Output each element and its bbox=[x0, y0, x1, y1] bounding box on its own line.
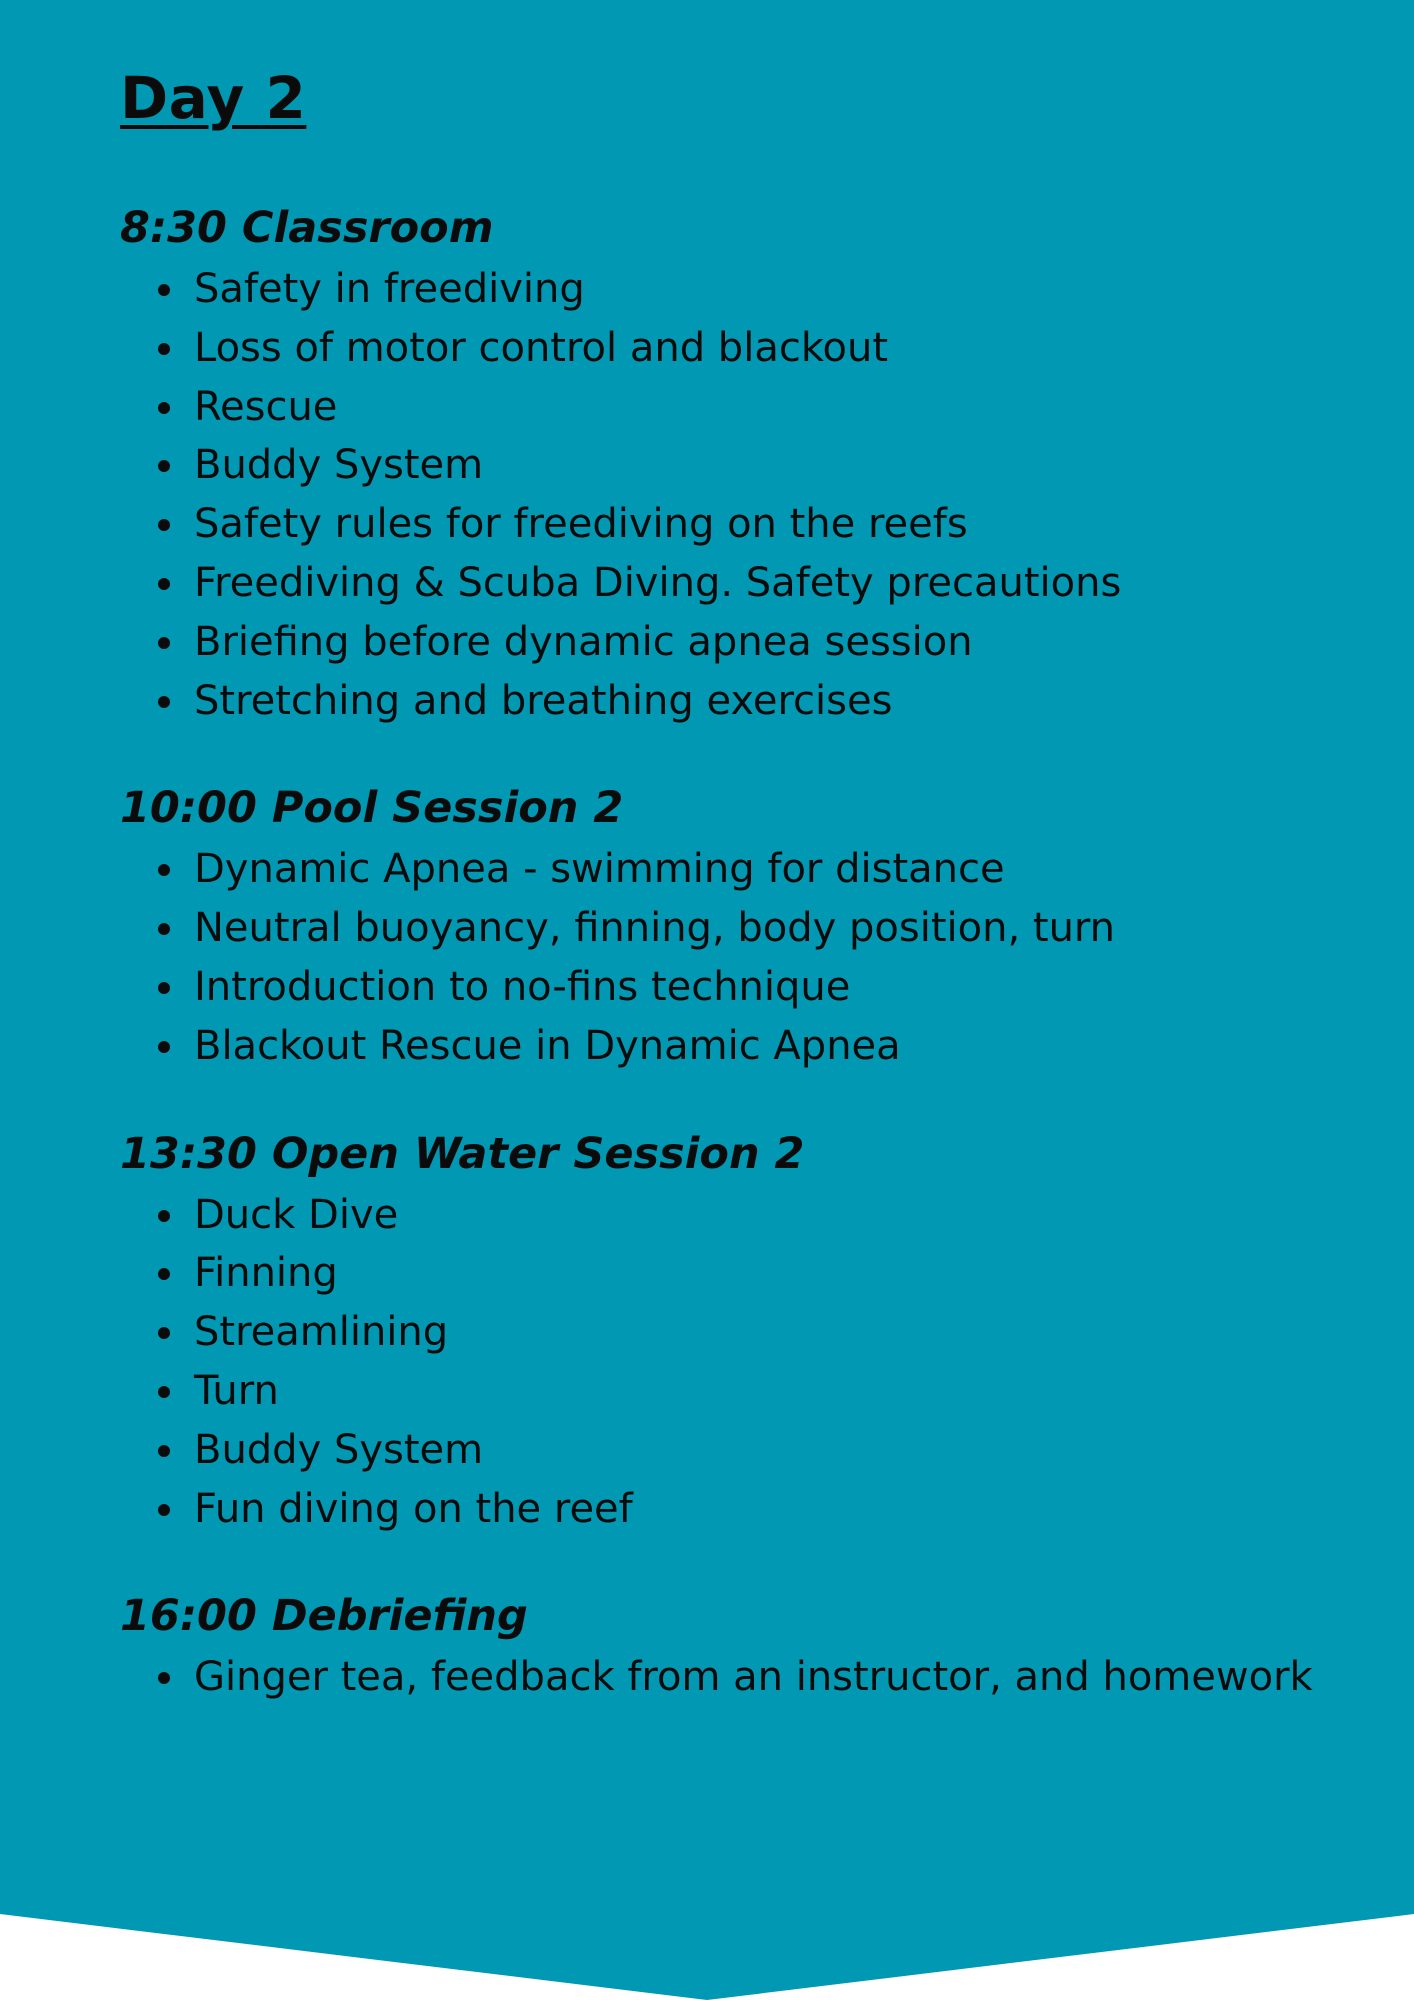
list-item-text: Safety rules for freediving on the reefs bbox=[194, 501, 968, 548]
list-item bbox=[158, 1244, 1380, 1303]
sections-container bbox=[120, 200, 1380, 1707]
list-item-text: Ginger tea, feedback from an instructor, and homework bbox=[194, 1654, 1313, 1701]
list-item bbox=[158, 495, 1380, 554]
bullet-icon bbox=[158, 460, 170, 472]
list-item-text: Streamlining bbox=[194, 1309, 449, 1356]
bullet-icon bbox=[158, 923, 170, 935]
list-item-text: Introduction to no-fins technique bbox=[194, 963, 851, 1010]
bullet-icon bbox=[158, 982, 170, 994]
bullet-icon bbox=[158, 1504, 170, 1516]
bullet-icon bbox=[158, 343, 170, 355]
list-item bbox=[158, 1421, 1380, 1480]
list-item-text: Loss of motor control and blackout bbox=[194, 324, 889, 371]
list-item-text: Buddy System bbox=[194, 1426, 484, 1473]
list-item-text: Blackout Rescue in Dynamic Apnea bbox=[194, 1022, 901, 1069]
bullet-icon bbox=[158, 519, 170, 531]
list-item-text: Neutral buoyancy, finning, body position, turn bbox=[194, 905, 1116, 952]
list-item bbox=[158, 672, 1380, 731]
list-item bbox=[158, 1648, 1380, 1707]
bullet-icon bbox=[158, 1386, 170, 1398]
day-title: Day 2 bbox=[120, 64, 307, 132]
list-item-text: Dynamic Apnea - swimming for distance bbox=[194, 846, 1005, 893]
list-item bbox=[158, 436, 1380, 495]
schedule-section bbox=[120, 1588, 1380, 1707]
list-item bbox=[158, 958, 1380, 1017]
section-item-list bbox=[120, 840, 1380, 1075]
bullet-icon bbox=[158, 1672, 170, 1684]
list-item bbox=[158, 378, 1380, 437]
list-item bbox=[158, 899, 1380, 958]
list-item-text: Fun diving on the reef bbox=[194, 1485, 633, 1532]
list-item-text: Finning bbox=[194, 1250, 338, 1297]
bullet-icon bbox=[158, 1210, 170, 1222]
list-item-text: Buddy System bbox=[194, 442, 484, 489]
list-item-text: Freediving & Scuba Diving. Safety precautions bbox=[194, 559, 1122, 606]
list-item bbox=[158, 1480, 1380, 1539]
bullet-icon bbox=[158, 1268, 170, 1280]
list-item bbox=[158, 1186, 1380, 1245]
list-item bbox=[158, 260, 1380, 319]
section-item-list bbox=[120, 1186, 1380, 1539]
bullet-icon bbox=[158, 637, 170, 649]
bullet-icon bbox=[158, 1327, 170, 1339]
section-heading: 13:30 Open Water Session 2 bbox=[120, 1128, 805, 1179]
bullet-icon bbox=[158, 402, 170, 414]
bullet-icon bbox=[158, 696, 170, 708]
bullet-icon bbox=[158, 864, 170, 876]
schedule-section bbox=[120, 200, 1380, 730]
schedule-section bbox=[120, 1126, 1380, 1539]
list-item bbox=[158, 1303, 1380, 1362]
list-item bbox=[158, 319, 1380, 378]
list-item-text: Rescue bbox=[194, 383, 338, 430]
list-item bbox=[158, 1362, 1380, 1421]
list-item-text: Turn bbox=[194, 1367, 279, 1414]
list-item bbox=[158, 554, 1380, 613]
list-item bbox=[158, 840, 1380, 899]
section-item-list bbox=[120, 1648, 1380, 1707]
section-heading: 16:00 Debriefing bbox=[120, 1591, 528, 1642]
list-item-text: Safety in freediving bbox=[194, 266, 585, 312]
section-heading: 8:30 Classroom bbox=[120, 203, 494, 253]
schedule-content bbox=[120, 62, 1380, 1707]
list-item-text: Briefing before dynamic apnea session bbox=[194, 618, 973, 665]
list-item-text: Duck Dive bbox=[194, 1191, 399, 1238]
bullet-icon bbox=[158, 1445, 170, 1457]
schedule-section bbox=[120, 780, 1380, 1075]
section-item-list bbox=[120, 260, 1380, 730]
list-item bbox=[158, 1017, 1380, 1076]
section-heading: 10:00 Pool Session 2 bbox=[120, 783, 624, 834]
bullet-icon bbox=[158, 578, 170, 590]
list-item-text: Stretching and breathing exercises bbox=[194, 677, 893, 724]
bullet-icon bbox=[158, 1041, 170, 1053]
bullet-icon bbox=[158, 284, 170, 296]
list-item bbox=[158, 613, 1380, 672]
